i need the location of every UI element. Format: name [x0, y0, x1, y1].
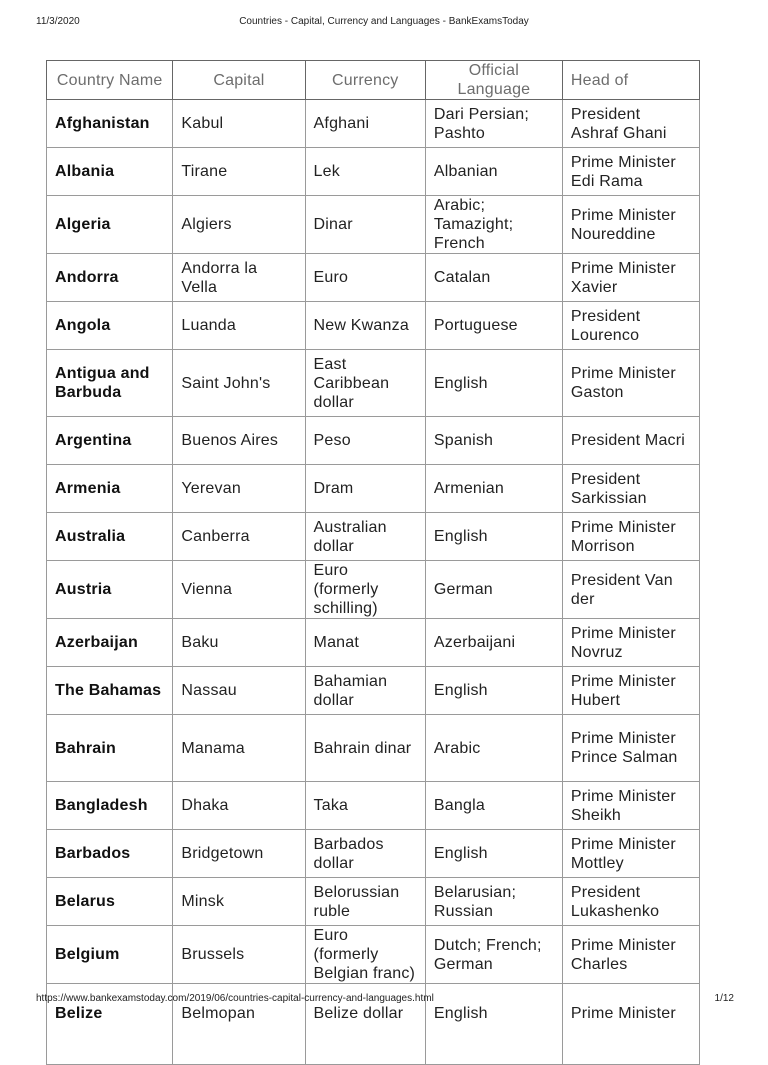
- currency-cell: Afghani: [305, 100, 425, 148]
- language-cell: Dutch; French; German: [425, 926, 562, 984]
- language-cell: English: [425, 667, 562, 715]
- country-cell: Australia: [47, 513, 173, 561]
- currency-cell: Euro: [305, 254, 425, 302]
- capital-cell: Tirane: [173, 148, 305, 196]
- head-of-state-cell: President Lukashenko: [562, 878, 699, 926]
- head-of-state-cell: Prime Minister Novruz: [562, 619, 699, 667]
- currency-cell: Dinar: [305, 196, 425, 254]
- capital-cell: Brussels: [173, 926, 305, 984]
- table-row: [47, 878, 700, 926]
- capital-cell: Bridgetown: [173, 830, 305, 878]
- table-row: [47, 715, 700, 782]
- currency-cell: East Caribbean dollar: [305, 350, 425, 417]
- currency-cell: Barbados dollar: [305, 830, 425, 878]
- capital-cell: Buenos Aires: [173, 417, 305, 465]
- head-of-state-cell: Prime Minister Sheikh: [562, 782, 699, 830]
- language-cell: English: [425, 350, 562, 417]
- column-header-currency: Currency: [305, 61, 425, 100]
- language-cell: German: [425, 561, 562, 619]
- currency-cell: Dram: [305, 465, 425, 513]
- capital-cell: Yerevan: [173, 465, 305, 513]
- capital-cell: Saint John's: [173, 350, 305, 417]
- head-of-state-cell: Prime Minister Xavier: [562, 254, 699, 302]
- country-cell: Bangladesh: [47, 782, 173, 830]
- capital-cell: Luanda: [173, 302, 305, 350]
- head-of-state-cell: Prime Minister Prince Salman: [562, 715, 699, 782]
- country-cell: Austria: [47, 561, 173, 619]
- currency-cell: Bahrain dinar: [305, 715, 425, 782]
- capital-cell: Nassau: [173, 667, 305, 715]
- language-cell: Armenian: [425, 465, 562, 513]
- language-cell: Belarusian; Russian: [425, 878, 562, 926]
- country-cell: Algeria: [47, 196, 173, 254]
- country-cell: Antigua and Barbuda: [47, 350, 173, 417]
- countries-table: [46, 60, 700, 1065]
- head-of-state-cell: President Sarkissian: [562, 465, 699, 513]
- country-cell: Argentina: [47, 417, 173, 465]
- capital-cell: Dhaka: [173, 782, 305, 830]
- table-row: [47, 667, 700, 715]
- language-cell: Portuguese: [425, 302, 562, 350]
- head-of-state-cell: Prime Minister: [562, 984, 699, 1065]
- language-cell: Azerbaijani: [425, 619, 562, 667]
- country-cell: Belgium: [47, 926, 173, 984]
- table-row: [47, 196, 700, 254]
- table-row: [47, 782, 700, 830]
- print-header: [0, 16, 768, 30]
- table-row: [47, 100, 700, 148]
- country-cell: The Bahamas: [47, 667, 173, 715]
- country-cell: Afghanistan: [47, 100, 173, 148]
- head-of-state-cell: Prime Minister Morrison: [562, 513, 699, 561]
- country-cell: Bahrain: [47, 715, 173, 782]
- capital-cell: Minsk: [173, 878, 305, 926]
- currency-cell: New Kwanza: [305, 302, 425, 350]
- column-header-language: Official Language: [425, 61, 562, 100]
- currency-cell: Bahamian dollar: [305, 667, 425, 715]
- table-row: [47, 148, 700, 196]
- capital-cell: Andorra la Vella: [173, 254, 305, 302]
- table-row: [47, 619, 700, 667]
- country-cell: Azerbaijan: [47, 619, 173, 667]
- table-row: [47, 561, 700, 619]
- currency-cell: Manat: [305, 619, 425, 667]
- capital-cell: Manama: [173, 715, 305, 782]
- currency-cell: Belize dollar: [305, 984, 425, 1065]
- language-cell: Arabic: [425, 715, 562, 782]
- column-header-head-of-state: Head of: [562, 61, 699, 100]
- head-of-state-cell: President Lourenco: [562, 302, 699, 350]
- capital-cell: Canberra: [173, 513, 305, 561]
- language-cell: English: [425, 984, 562, 1065]
- country-cell: Angola: [47, 302, 173, 350]
- country-cell: Barbados: [47, 830, 173, 878]
- table-row: [47, 513, 700, 561]
- head-of-state-cell: President Macri: [562, 417, 699, 465]
- country-cell: Albania: [47, 148, 173, 196]
- table-row: [47, 926, 700, 984]
- language-cell: English: [425, 830, 562, 878]
- country-cell: Andorra: [47, 254, 173, 302]
- head-of-state-cell: Prime Minister Noureddine: [562, 196, 699, 254]
- print-footer: [0, 993, 768, 1007]
- page-title: Countries - Capital, Currency and Languages - BankExamsToday: [239, 16, 529, 27]
- language-cell: Arabic; Tamazight; French: [425, 196, 562, 254]
- page-number: 1/12: [714, 993, 734, 1004]
- table-header-row: [47, 61, 700, 100]
- language-cell: Spanish: [425, 417, 562, 465]
- head-of-state-cell: Prime Minister Hubert: [562, 667, 699, 715]
- table-row: [47, 465, 700, 513]
- table-row: [47, 830, 700, 878]
- country-cell: Belarus: [47, 878, 173, 926]
- head-of-state-cell: President Van der: [562, 561, 699, 619]
- column-header-capital: Capital: [173, 61, 305, 100]
- currency-cell: Peso: [305, 417, 425, 465]
- table-row: [47, 302, 700, 350]
- table-row: [47, 254, 700, 302]
- currency-cell: Lek: [305, 148, 425, 196]
- country-cell: Armenia: [47, 465, 173, 513]
- currency-cell: Taka: [305, 782, 425, 830]
- head-of-state-cell: Prime Minister Gaston: [562, 350, 699, 417]
- language-cell: Albanian: [425, 148, 562, 196]
- capital-cell: Kabul: [173, 100, 305, 148]
- currency-cell: Belorussian ruble: [305, 878, 425, 926]
- head-of-state-cell: Prime Minister Edi Rama: [562, 148, 699, 196]
- language-cell: English: [425, 513, 562, 561]
- language-cell: Dari Persian; Pashto: [425, 100, 562, 148]
- capital-cell: Vienna: [173, 561, 305, 619]
- table-row: [47, 350, 700, 417]
- head-of-state-cell: Prime Minister Charles: [562, 926, 699, 984]
- head-of-state-cell: Prime Minister Mottley: [562, 830, 699, 878]
- currency-cell: Australian dollar: [305, 513, 425, 561]
- language-cell: Bangla: [425, 782, 562, 830]
- capital-cell: Algiers: [173, 196, 305, 254]
- language-cell: Catalan: [425, 254, 562, 302]
- table-row: [47, 417, 700, 465]
- head-of-state-cell: President Ashraf Ghani: [562, 100, 699, 148]
- capital-cell: Belmopan: [173, 984, 305, 1065]
- currency-cell: Euro (formerly Belgian franc): [305, 926, 425, 984]
- country-cell: Belize: [47, 984, 173, 1065]
- page-url: https://www.bankexamstoday.com/2019/06/countries-capital-currency-and-languages.html: [36, 993, 434, 1004]
- capital-cell: Baku: [173, 619, 305, 667]
- print-date: 11/3/2020: [36, 16, 80, 27]
- column-header-country: Country Name: [47, 61, 173, 100]
- currency-cell: Euro (formerly schilling): [305, 561, 425, 619]
